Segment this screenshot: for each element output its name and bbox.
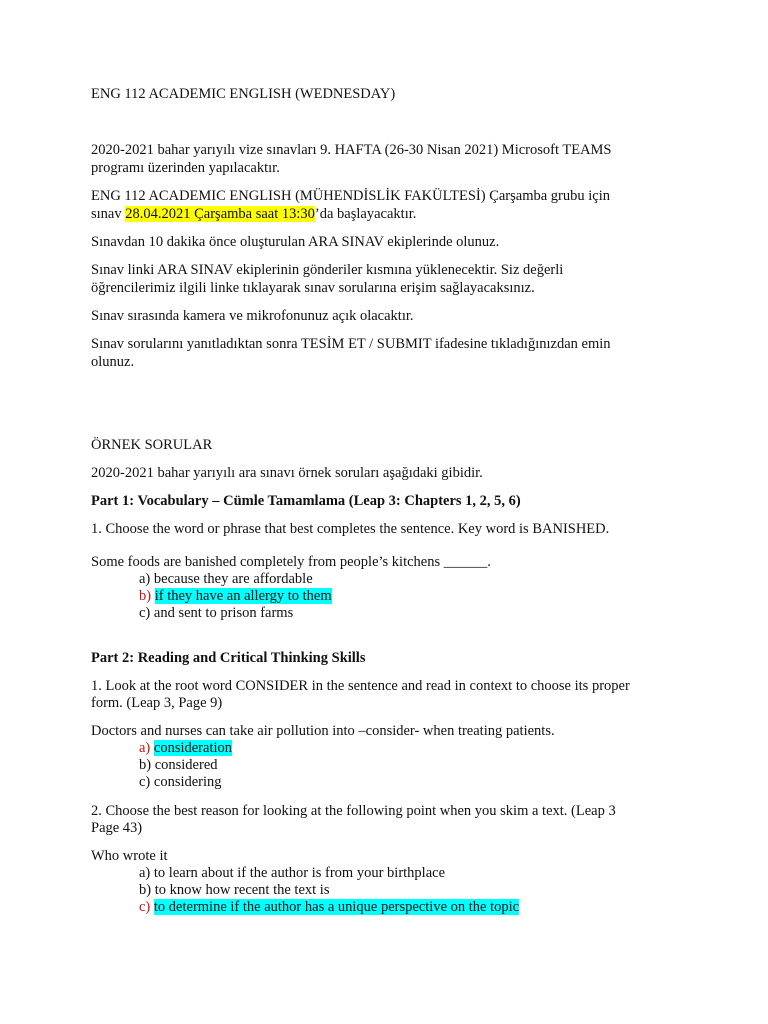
part2-q2-line1: 2. Choose the best reason for looking at the following point when you skim a text. (Leap 3: [91, 803, 616, 819]
part1-q1-prompt: 1. Choose the word or phrase that best completes the sentence. Key word is BANISHED.: [91, 521, 610, 537]
examples-heading: ÖRNEK SORULAR: [91, 437, 213, 453]
part2-q2-option-c: [139, 899, 519, 916]
part2-q2-line2: Page 43): [91, 820, 143, 836]
examples-intro: 2020-2021 bahar yarıyılı ara sınavı örnek soruları aşağıdaki gibidir.: [91, 465, 483, 481]
announcement-p2-post: ’da başlayacaktır.: [314, 206, 417, 222]
part2-q2-sentence: Who wrote it: [91, 848, 168, 864]
option-letter: b): [139, 588, 155, 604]
announcement-p4-line1: Sınav linki ARA SINAV ekiplerinin gönderiler kısmına yüklenecektir. Siz değerli: [91, 262, 564, 278]
announcement-p5: Sınav sırasında kamera ve mikrofonunuz açık olacaktır.: [91, 308, 414, 324]
announcement-p1-line2: programı üzerinden yapılacaktır.: [91, 160, 280, 176]
announcement-p6-line2: olunuz.: [91, 354, 135, 370]
document-title: ENG 112 ACADEMIC ENGLISH (WEDNESDAY): [91, 86, 396, 102]
option-letter: c): [139, 899, 154, 915]
part2-q1-option-a: [139, 740, 232, 757]
part2-q1-line2: form. (Leap 3, Page 9): [91, 695, 223, 711]
option-letter: a): [139, 740, 154, 756]
part1-q1-option-b: [139, 588, 332, 605]
announcement-p6-line1: Sınav sorularını yanıtladıktan sonra TESİM ET / SUBMIT ifadesine tıkladığınızdan emin: [91, 336, 611, 352]
part2-q1-sentence: Doctors and nurses can take air pollution into –consider- when treating patients.: [91, 723, 555, 739]
part2-heading: Part 2: Reading and Critical Thinking Skills: [91, 650, 366, 666]
part2-q1-option-c: c) considering: [139, 774, 222, 790]
correct-answer-highlight: if they have an allergy to them: [154, 588, 332, 604]
correct-answer-highlight: consideration: [153, 740, 233, 756]
announcement-p3: Sınavdan 10 dakika önce oluşturulan ARA SINAV ekiplerinde olunuz.: [91, 234, 500, 250]
announcement-p2-pre: sınav: [91, 206, 126, 222]
announcement-p2-line2: [91, 206, 416, 223]
part2-q1-option-b: b) considered: [139, 757, 218, 773]
part1-q1-option-a: a) because they are affordable: [139, 571, 313, 587]
part1-q1-sentence: Some foods are banished completely from people’s kitchens ______.: [91, 554, 491, 570]
part2-q2-option-b: b) to know how recent the text is: [139, 882, 330, 898]
part2-q2-option-a: a) to learn about if the author is from your birthplace: [139, 865, 446, 881]
exam-date-highlight: 28.04.2021 Çarşamba saat 13:30: [125, 206, 315, 222]
correct-answer-highlight: to determine if the author has a unique perspective on the topic: [153, 899, 520, 915]
part1-heading: Part 1: Vocabulary – Cümle Tamamlama (Leap 3: Chapters 1, 2, 5, 6): [91, 493, 521, 509]
part2-q1-line1: 1. Look at the root word CONSIDER in the sentence and read in context to choose its proper: [91, 678, 630, 694]
announcement-p1-line1: 2020-2021 bahar yarıyılı vize sınavları 9. HAFTA (26-30 Nisan 2021) Microsoft TEAMS: [91, 142, 612, 158]
announcement-p2-line1: ENG 112 ACADEMIC ENGLISH (MÜHENDİSLİK FAKÜLTESİ) Çarşamba grubu için: [91, 188, 610, 204]
announcement-p4-line2: öğrencilerimiz ilgili linke tıklayarak sınav sorularına erişim sağlayacaksınız.: [91, 280, 535, 296]
part1-q1-option-c: c) and sent to prison farms: [139, 605, 294, 621]
